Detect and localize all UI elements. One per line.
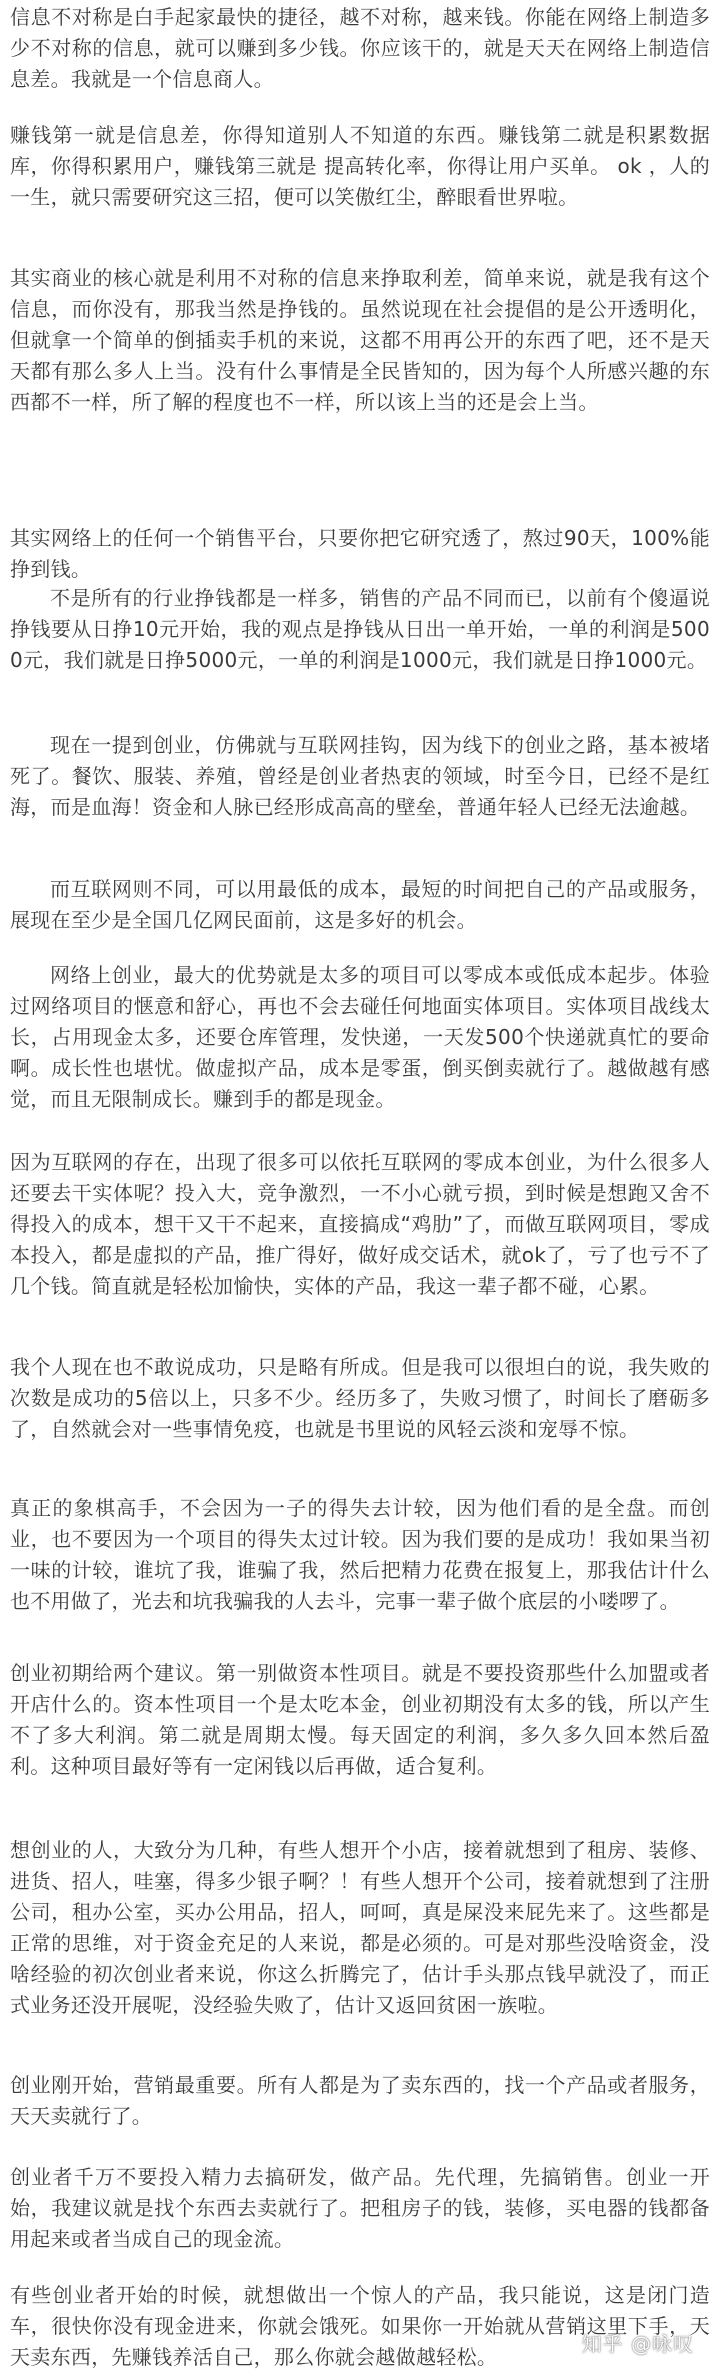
paragraph-13: 想创业的人，大致分为几种，有些人想开个小店，接着就想到了租房、装修、进货、招人，哇塞，得多少银子啊？！有些人想开个公司，接着就想到了注册公司，租办公室，买办公用品，招人，呵呵，真是屎没来屁先来了。这些都是正常的思维，对于资金充足的人来说，都是必须的。可是对那些没啥资金，没啥经验的初次创业者来说，你这么折腾完了，估计手头那点钱早就没了，而正式业务还没开展呢，没经验失败了，估计又返回贫困一族啦。 (10, 1838, 710, 2017)
zhihu-watermark: 知乎 @咏叹 (581, 2332, 694, 2356)
paragraph-14: 创业刚开始，营销最重要。所有人都是为了卖东西的，找一个产品或者服务，天天卖就行了。 (10, 2073, 710, 2128)
paragraph-11: 真正的象棋高手，不会因为一子的得失去计较，因为他们看的是全盘。而创业，也不要因为一个项目的得失太过计较。因为我们要的是成功！我如果当初一味的计较，谁坑了我，谁骗了我，然后把精力花费在报复上，那我估计什么也不用做了，光去和坑我骗我的人去斗，完事一辈子做个底层的小喽啰了。 (10, 1496, 710, 1613)
paragraph-3: 其实商业的核心就是利用不对称的信息来挣取利差，简单来说，就是我有这个信息，而你没有，那我当然是挣钱的。虽然说现在社会提倡的是公开透明化，但就拿一个简单的倒插卖手机的来说，这都不用再公开的东西了吧，还不是天天都有那么多人上当。没有什么事情是全民皆知的，因为每个人所感兴趣的东西都不一样，所了解的程度也不一样，所以该上当的还是会上当。 (10, 266, 710, 414)
paragraph-2: 赚钱第一就是信息差，你得知道别人不知道的东西。赚钱第二就是积累数据库，你得积累用户，赚钱第三就是 提高转化率，你得让用户买单。 ok ，人的一生，就只需要研究这三招，便可以笑傲红尘，醉眼看世界啦。 (10, 123, 710, 209)
paragraph-5: 不是所有的行业挣钱都是一样多，销售的产品不同而已，以前有个傻逼说挣钱要从日挣10元开始，我的观点是挣钱从日出一单开始，一单的利润是5000元，我们就是日挣5000元，一单的利润是1000元，我们就是日挣1000元。 (10, 586, 710, 672)
paragraph-12: 创业初期给两个建议。第一别做资本性项目。就是不要投资那些什么加盟或者开店什么的。资本性项目一个是太吃本金，创业初期没有太多的钱，所以产生不了多大利润。第二就是周期太慢。每天固定的利润，多久多久回本然后盈利。这种项目最好等有一定闲钱以后再做，适合复利。 (10, 1661, 710, 1778)
paragraph-4: 其实网络上的任何一个销售平台，只要你把它研究透了，熬过90天，100%能挣到钱。 (10, 526, 710, 581)
paragraph-9: 因为互联网的存在，出现了很多可以依托互联网的零成本创业，为什么很多人还要去干实体呢？投入大，竞争激烈，一不小心就亏损，到时候是想跑又舍不得投入的成本，想干又干不起来，直接搞成“鸡肋”了，而做互联网项目，零成本投入，都是虚拟的产品，推广得好，做好成交话术，就ok了，亏了也亏不了几个钱。简直就是轻松加愉快，实体的产品，我这一辈子都不碰，心累。 (10, 1150, 710, 1298)
paragraph-7: 而互联网则不同，可以用最低的成本，最短的时间把自己的产品或服务，展现在至少是全国几亿网民面前，这是多好的机会。 (10, 877, 710, 932)
paragraph-1: 信息不对称是白手起家最快的捷径，越不对称，越来钱。你能在网络上制造多少不对称的信息，就可以赚到多少钱。你应该干的，就是天天在网络上制造信息差。我就是一个信息商人。 (10, 5, 710, 91)
paragraph-8: 网络上创业，最大的优势就是太多的项目可以零成本或低成本起步。体验过网络项目的惬意和舒心，再也不会去碰任何地面实体项目。实体项目战线太长，占用现金太多，还要仓库管理，发快递，一天发500个快递就真忙的要命啊。成长性也堪忧。做虚拟产品，成本是零蛋，倒买倒卖就行了。越做越有感觉，而且无限制成长。赚到手的都是现金。 (10, 963, 710, 1111)
paragraph-16: 有些创业者开始的时候，就想做出一个惊人的产品，我只能说，这是闭门造车，很快你没有现金进来，你就会饿死。如果你一开始就从营销这里下手，天天卖东西，先赚钱养活自己，那么你就会越做越轻松。 (10, 2283, 710, 2369)
paragraph-6: 现在一提到创业，仿佛就与互联网挂钩，因为线下的创业之路，基本被堵死了。餐饮、服装、养殖，曾经是创业者热衷的领域，时至今日，已经不是红海，而是血海！资金和人脉已经形成高高的壁垒，普通年轻人已经无法逾越。 (10, 733, 710, 819)
paragraph-15: 创业者千万不要投入精力去搞研发，做产品。先代理，先搞销售。创业一开始，我建议就是找个东西去卖就行了。把租房子的钱，装修，买电器的钱都备用起来或者当成自己的现金流。 (10, 2165, 710, 2251)
paragraph-10: 我个人现在也不敢说成功，只是略有所成。但是我可以很坦白的说，我失败的次数是成功的5倍以上，只多不少。经历多了，失败习惯了，时间长了磨砺多了，自然就会对一些事情免疫，也就是书里说的风轻云淡和宠辱不惊。 (10, 1355, 710, 1441)
